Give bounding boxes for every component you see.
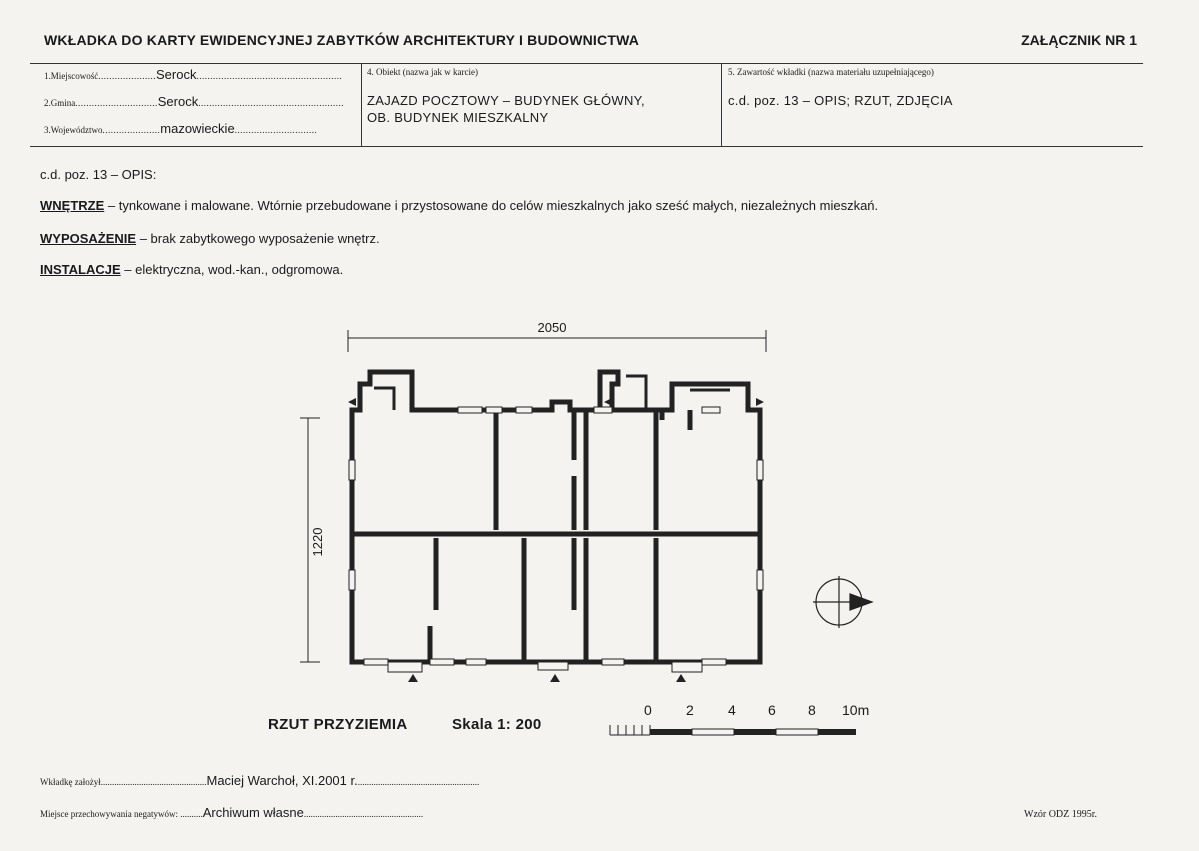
- equipment-text: – brak zabytkowego wyposażenie wnętrz.: [136, 231, 380, 246]
- footer-storage: Miejsce przechowywania negatywów: ..........Archiwum własne.....................................................: [40, 805, 424, 820]
- miejscowosc-value: Serock: [156, 67, 197, 82]
- miejscowosc-label: 1.Miejscowość: [44, 71, 99, 81]
- wojewodztwo-label: 3.Województwo: [44, 125, 103, 135]
- footer-created: Wkładkę założył...............................................Maciej Warchoł, XI.2001 r.......................................................: [40, 773, 480, 788]
- table-top-border: [30, 63, 1143, 64]
- scale-tick-6: 6: [768, 702, 776, 718]
- gmina-value: Serock: [157, 94, 199, 109]
- installations-text: – elektryczna, wod.-kan., odgromowa.: [120, 262, 344, 277]
- table-bottom-border: [30, 146, 1143, 147]
- width-dimension-value: 2050: [537, 320, 567, 335]
- entrance-markers: [348, 398, 764, 682]
- floor-plan-drawing: [290, 310, 910, 750]
- contents-value: c.d. poz. 13 – OPIS; RZUT, ZDJĘCIA: [728, 93, 953, 108]
- description-installations: [40, 262, 343, 277]
- created-value: Maciej Warchoł, XI.2001 r.: [206, 773, 358, 788]
- installations-label: INSTALACJE: [40, 262, 121, 277]
- interior-label: WNĘTRZE: [40, 198, 105, 213]
- wojewodztwo-value: mazowieckie: [160, 121, 235, 136]
- gmina-label: 2.Gmina: [44, 98, 76, 108]
- object-name-line2: OB. BUDYNEK MIESZKALNY: [367, 110, 549, 125]
- height-dimension-value: 1220: [310, 527, 325, 557]
- form-title: WKŁADKA DO KARTY EWIDENCYJNEJ ZABYTKÓW ARCHITEKTURY I BUDOWNICTWA: [44, 32, 640, 48]
- description-equipment: [40, 231, 380, 246]
- description-interior: [40, 198, 878, 213]
- form-model: Wzór ODZ 1995r.: [1024, 809, 1098, 820]
- north-arrow-icon: [813, 576, 872, 628]
- column-divider-2: [721, 63, 722, 147]
- scale-tick-0: 0: [644, 702, 652, 718]
- building-walls: [352, 372, 760, 662]
- created-label: Wkładkę założył: [40, 777, 101, 787]
- interior-text: – tynkowane i malowane. Wtórnie przebudowane i przystosowane do celów mieszkalnych jako sześć małych, niezależnych mieszkań.: [104, 198, 879, 213]
- storage-value: Archiwum własne: [202, 805, 304, 820]
- description-intro: c.d. poz. 13 – OPIS:: [40, 167, 157, 182]
- annex-number: ZAŁĄCZNIK NR 1: [1021, 32, 1137, 48]
- scale-bar: [606, 722, 866, 738]
- field-gmina: 2.Gmina..............................Serock.....................................................: [44, 94, 344, 109]
- contents-label: 5. Zawartość wkładki (nazwa materiału uzupełniającego): [728, 67, 934, 77]
- plan-windows: [349, 407, 763, 672]
- scale-tick-10m: 10m: [842, 702, 870, 718]
- column-divider-1: [361, 63, 362, 147]
- object-name-line1: ZAJAZD POCZTOWY – BUDYNEK GŁÓWNY,: [367, 93, 645, 108]
- plan-title: RZUT PRZYZIEMIA: [268, 716, 408, 733]
- field-miejscowosc: 1.Miejscowość.....................Serock.....................................................: [44, 67, 343, 82]
- storage-label: Miejsce przechowywania negatywów:: [40, 809, 178, 819]
- field-wojewodztwo: 3.Województwo.....................mazowieckie..............................: [44, 121, 318, 136]
- plan-scale: Skala 1: 200: [452, 716, 542, 733]
- scale-tick-2: 2: [686, 702, 694, 718]
- equipment-label: WYPOSAŻENIE: [40, 231, 137, 246]
- object-label: 4. Obiekt (nazwa jak w karcie): [367, 67, 478, 77]
- scale-tick-8: 8: [808, 702, 816, 718]
- scale-tick-4: 4: [728, 702, 736, 718]
